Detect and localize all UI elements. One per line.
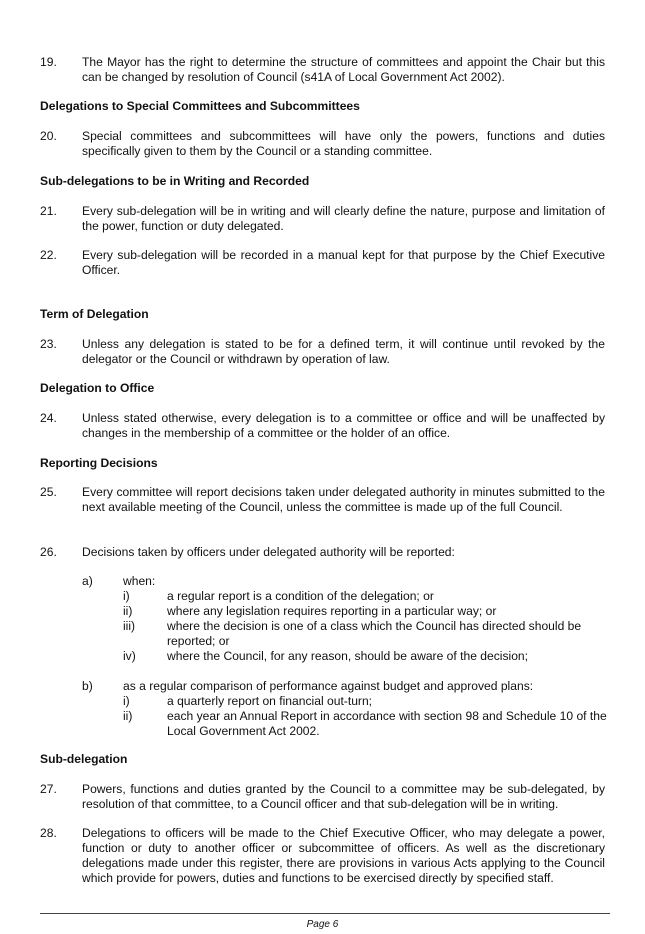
clause-26-a-i-text: a regular report is a condition of the delegation; or [167,589,434,603]
heading-delegation-to-office: Delegation to Office [40,381,155,395]
clause-25-number: 25. [40,485,57,499]
clause-28-number: 28. [40,826,57,840]
clause-27-text: Powers, functions and duties granted by the Council to a committee may be sub-delegated, by resolution of that committee, to a Council officer and that sub-delegation will be in writing. [82,782,605,811]
clause-26-b-ii-text: each year an Annual Report in accordance with section 98 and Schedule 10 of the Local Government Act 2002. [167,709,607,738]
clause-21-text: Every sub-delegation will be in writing and will clearly define the nature, purpose and limitation of the power, function or duty delegated. [82,204,605,233]
clause-19-text: The Mayor has the right to determine the structure of committees and appoint the Chair but this can be changed by resolution of Council (s41A of Local Government Act 2002). [82,55,605,84]
clause-26-a-iii-text: where the decision is one of a class which the Council has directed should be reported; or [167,619,582,648]
heading-reporting-decisions: Reporting Decisions [40,456,158,470]
clause-25-text: Every committee will report decisions taken under delegated authority in minutes submitted to the next available meeting of the Council, unless the committee is made up of the full Council. [82,485,605,514]
heading-sub-delegation: Sub-delegation [40,752,128,766]
clause-26-a-iv-number: iv) [123,649,136,663]
clause-23-text: Unless any delegation is stated to be for a defined term, it will continue until revoked by the delegator or the Council or withdrawn by operation of law. [82,337,605,366]
clause-26-a-text: when: [123,574,156,588]
clause-28-text: Delegations to officers will be made to the Chief Executive Officer, who may delegate a power, function or duty to another officer or subcommittee of officers. As well as the discretionary delegations made under this register, there are provisions in various Acts applying to the Council which provide for powers, duties and functions to be exercised directly by specified staff. [82,826,605,885]
clause-21-number: 21. [40,204,57,218]
clause-26-b-text: as a regular comparison of performance against budget and approved plans: [123,679,534,693]
clause-22-number: 22. [40,248,57,262]
clause-19-number: 19. [40,55,57,69]
clause-27-number: 27. [40,782,57,796]
page-number: Page 6 [306,919,339,930]
clause-26-a-ii-text: where any legislation requires reporting in a particular way; or [167,604,497,618]
clause-24-text: Unless stated otherwise, every delegation is to a committee or office and will be unaffected by changes in the membership of a committee or the holder of an office. [82,411,605,440]
clause-26-b-label: b) [82,679,93,693]
clause-20-number: 20. [40,129,57,143]
clause-26-text: Decisions taken by officers under delegated authority will be reported: [82,545,455,559]
clause-26-b-i-number: i) [123,694,130,708]
clause-26-b-ii-number: ii) [123,709,133,723]
clause-26-a-label: a) [82,574,93,588]
heading-term-of-delegation: Term of Delegation [40,307,149,321]
clause-23-number: 23. [40,337,57,351]
clause-26-number: 26. [40,545,57,559]
clause-26-a-iii-number: iii) [123,619,136,633]
clause-20-text: Special committees and subcommittees will have only the powers, functions and duties specifically given to them by the Council or a standing committee. [82,129,605,158]
clause-26-a-iv-text: where the Council, for any reason, should be aware of the decision; [167,649,529,663]
clause-26-a-i-number: i) [123,589,130,603]
clause-26-b-i-text: a quarterly report on financial out-turn; [167,694,373,708]
clause-22-text: Every sub-delegation will be recorded in a manual kept for that purpose by the Chief Executive Officer. [82,248,605,277]
heading-special-committees: Delegations to Special Committees and Subcommittees [40,99,360,113]
clause-24-number: 24. [40,411,57,425]
clause-26-a-ii-number: ii) [123,604,133,618]
footer-divider [40,913,610,914]
heading-sub-delegations-writing: Sub-delegations to be in Writing and Recorded [40,174,310,188]
